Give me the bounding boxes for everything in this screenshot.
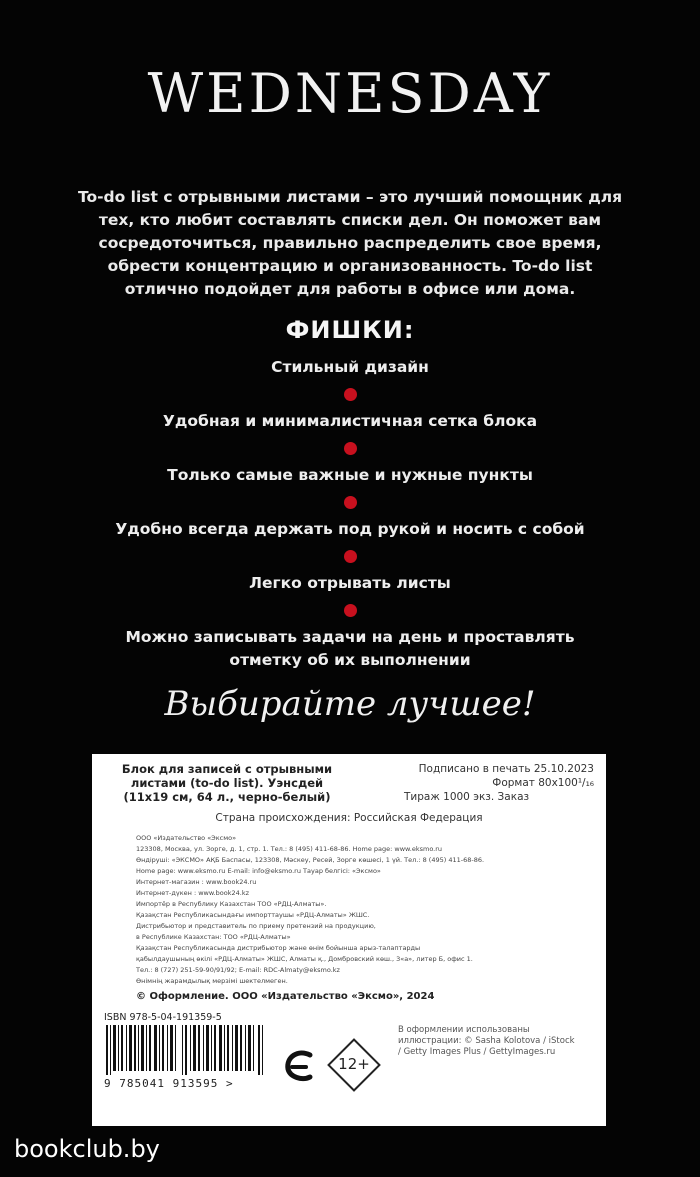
- age-rating-label: 12+: [338, 1055, 370, 1073]
- imprint-line: қабылдаушының өкілі «РДЦ-Алматы» ЖШС, Алматы қ., Домбровский көш., 3«а», литер Б, офис 1.: [136, 955, 473, 963]
- barcode-icon: [104, 1025, 268, 1075]
- watermark: bookclub.by: [14, 1135, 160, 1163]
- red-dot-bullet: [344, 442, 357, 455]
- red-dot-bullet: [344, 388, 357, 401]
- slogan: Выбирайте лучшее!: [164, 684, 536, 724]
- imprint-line: Қазақстан Республикасындағы импорттаушы «РДЦ-Алматы» ЖШС.: [136, 911, 370, 919]
- imprint-line: Интернет-магазин : www.book24.ru: [136, 878, 257, 886]
- imprint-line: Дистрибьютор и представитель по приему претензий на продукцию,: [136, 922, 376, 930]
- features-list: [60, 356, 640, 672]
- design-copyright: © Оформление. ООО «Издательство «Эксмо», 2024: [136, 991, 435, 1002]
- intro-paragraph: To-do list с отрывными листами – это лучший помощник для тех, кто любит составлять списки дел. Он поможет вам сосредоточиться, правильно распределить свое время, обрести концентрацию и организованность. To-do list отлично подойдет для работы в офисе или дома.: [77, 188, 623, 298]
- barcode: [104, 1025, 272, 1090]
- imprint-line: 123308, Москва, ул. Зорге, д. 1, стр. 1. Тел.: 8 (495) 411-68-86. Home page: www.eksmo.ru: [136, 845, 443, 853]
- imprint-line: ООО «Издательство «Эксмо»: [136, 834, 237, 842]
- isbn: ISBN 978-5-04-191359-5: [104, 1012, 222, 1023]
- publication-info: [394, 762, 594, 804]
- imprint-header: [104, 762, 594, 804]
- imprint-line: Өнімнің жарамдылық мерзімі шектелмеген.: [136, 977, 288, 985]
- age-rating-badge: [328, 1039, 380, 1091]
- circulation-info: Тираж 1000 экз. Заказ: [404, 791, 530, 803]
- imprint-footer: [104, 1025, 594, 1091]
- feature-item: Только самые важные и нужные пункты: [167, 466, 533, 484]
- feature-item: Стильный дизайн: [271, 358, 429, 376]
- product-name: Блок для записей с отрывными листами (to-do list). Уэнсдей (11х19 см, 64 л., черно-белый): [121, 762, 333, 804]
- illustration-credits: В оформлении использованы иллюстрации: © Sasha Kolotova / iStock / Getty Images Plus / GettyImages.ru: [398, 1025, 575, 1057]
- imprint-line: Тел.: 8 (727) 251-59-90/91/92; E-mail: RDC-Almaty@eksmo.kz: [136, 966, 340, 974]
- imprint-line: Интернет-дүкен : www.book24.kz: [136, 889, 250, 897]
- signed-date: Подписано в печать 25.10.2023: [418, 763, 594, 775]
- feature-item: Легко отрывать листы: [249, 574, 451, 592]
- imprint-line: Өндіруші: «ЭКСМО» АҚБ Баспасы, 123308, Мәскеу, Ресей, Зорге көшесі, 1 үй. Тел.: 8 (495) 411-68-86.: [136, 856, 485, 864]
- feature-item: Удобно всегда держать под рукой и носить с собой: [115, 520, 585, 538]
- brand-title: WEDNESDAY: [147, 62, 553, 125]
- barcode-digits: 9 785041 913595 >: [104, 1077, 234, 1090]
- red-dot-bullet: [344, 604, 357, 617]
- publisher-details: [104, 833, 594, 987]
- feature-item: Можно записывать задачи на день и проставлять отметку об их выполнении: [125, 628, 575, 669]
- red-dot-bullet: [344, 550, 357, 563]
- eksmo-logo-icon: [280, 1047, 320, 1087]
- imprint-box: [92, 754, 606, 1126]
- imprint-line: в Республике Казахстан: ТОО «РДЦ-Алматы»: [136, 933, 291, 941]
- country-of-origin: Страна происхождения: Российская Федерация: [215, 812, 483, 824]
- imprint-line: Home page: www.eksmo.ru E-mail: info@eksmo.ru Тауар белгісі: «Эксмо»: [136, 867, 381, 875]
- feature-item: Удобная и минималистичная сетка блока: [162, 412, 538, 430]
- red-dot-bullet: [344, 496, 357, 509]
- features-heading: ФИШКИ:: [285, 316, 415, 344]
- format-info: Формат 80x100¹/₁₆: [492, 777, 594, 789]
- imprint-line: Қазақстан Республикасында дистрибьютор және өнім бойынша арыз-талаптарды: [136, 944, 421, 952]
- imprint-line: Импортёр в Республику Казахстан ТОО «РДЦ-Алматы».: [136, 900, 327, 908]
